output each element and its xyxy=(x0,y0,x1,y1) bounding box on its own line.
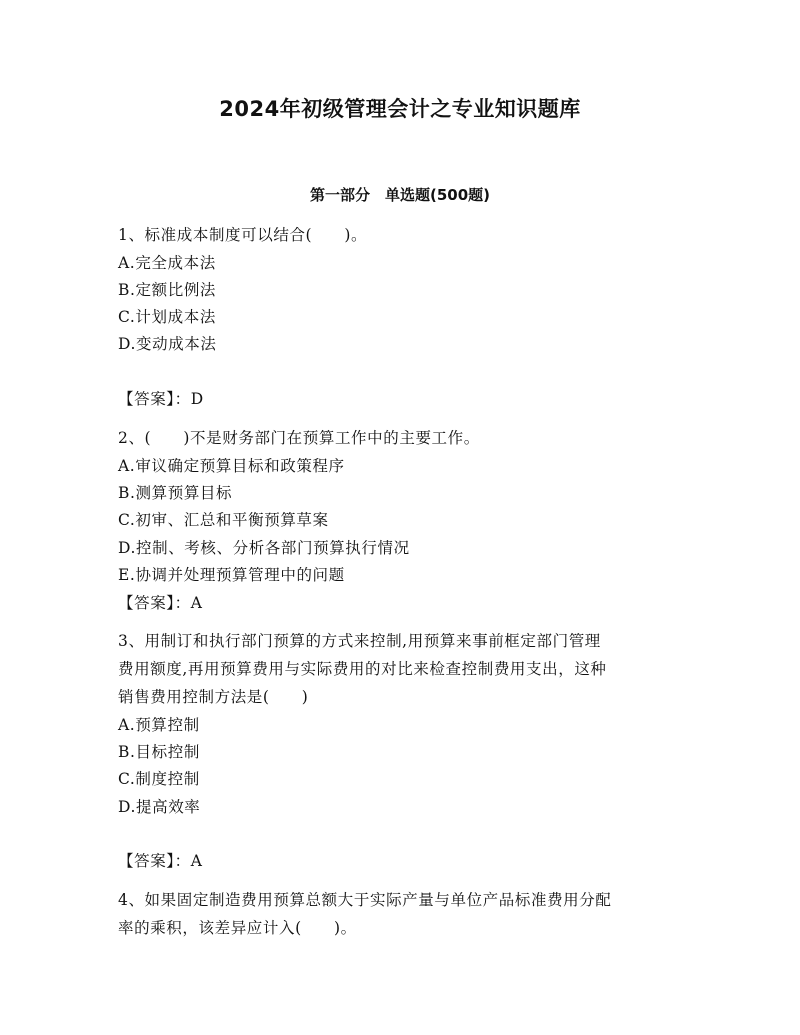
question-1-stem: 1、标准成本制度可以结合( )。 xyxy=(118,226,368,244)
question-1-answer: 【答案】：D xyxy=(118,390,204,408)
question-1-option-d: D.变动成本法 xyxy=(118,335,217,353)
question-3-option-b: B.目标控制 xyxy=(118,743,200,761)
question-1-option-c: C.计划成本法 xyxy=(118,308,216,326)
question-3-answer: 【答案】：A xyxy=(118,852,203,870)
question-2-option-b: B.测算预算目标 xyxy=(118,484,233,502)
question-2-option-e: E.协调并处理预算管理中的问题 xyxy=(118,566,345,584)
question-1-option-b: B.定额比例法 xyxy=(118,281,217,299)
question-3-stem-line-3: 销售费用控制方法是( ) xyxy=(118,688,309,706)
question-1-option-a: A.完全成本法 xyxy=(118,254,216,272)
question-2-stem: 2、( )不是财务部门在预算工作中的主要工作。 xyxy=(118,429,480,447)
question-3-option-c: C.制度控制 xyxy=(118,770,200,788)
document-title: 2024年初级管理会计之专业知识题库 xyxy=(219,97,581,121)
question-4-stem-line-1: 4、如果固定制造费用预算总额大于实际产量与单位产品标准费用分配 xyxy=(118,891,612,909)
question-2-answer: 【答案】：A xyxy=(118,594,203,612)
question-2-option-d: D.控制、考核、分析各部门预算执行情况 xyxy=(118,539,410,557)
question-4-stem-line-2: 率的乘积，该差异应计入( )。 xyxy=(118,919,357,937)
question-2-option-c: C.初审、汇总和平衡预算草案 xyxy=(118,511,329,529)
question-3-stem-line-1: 3、用制订和执行部门预算的方式来控制,用预算来事前框定部门管理 xyxy=(118,632,601,650)
question-2-option-a: A.审议确定预算目标和政策程序 xyxy=(118,457,345,475)
question-3-stem-line-2: 费用额度,再用预算费用与实际费用的对比来检查控制费用支出，这种 xyxy=(118,660,607,678)
question-3-option-d: D.提高效率 xyxy=(118,798,201,816)
question-3-option-a: A.预算控制 xyxy=(118,716,200,734)
section-title: 第一部分 单选题(500题) xyxy=(309,186,491,204)
